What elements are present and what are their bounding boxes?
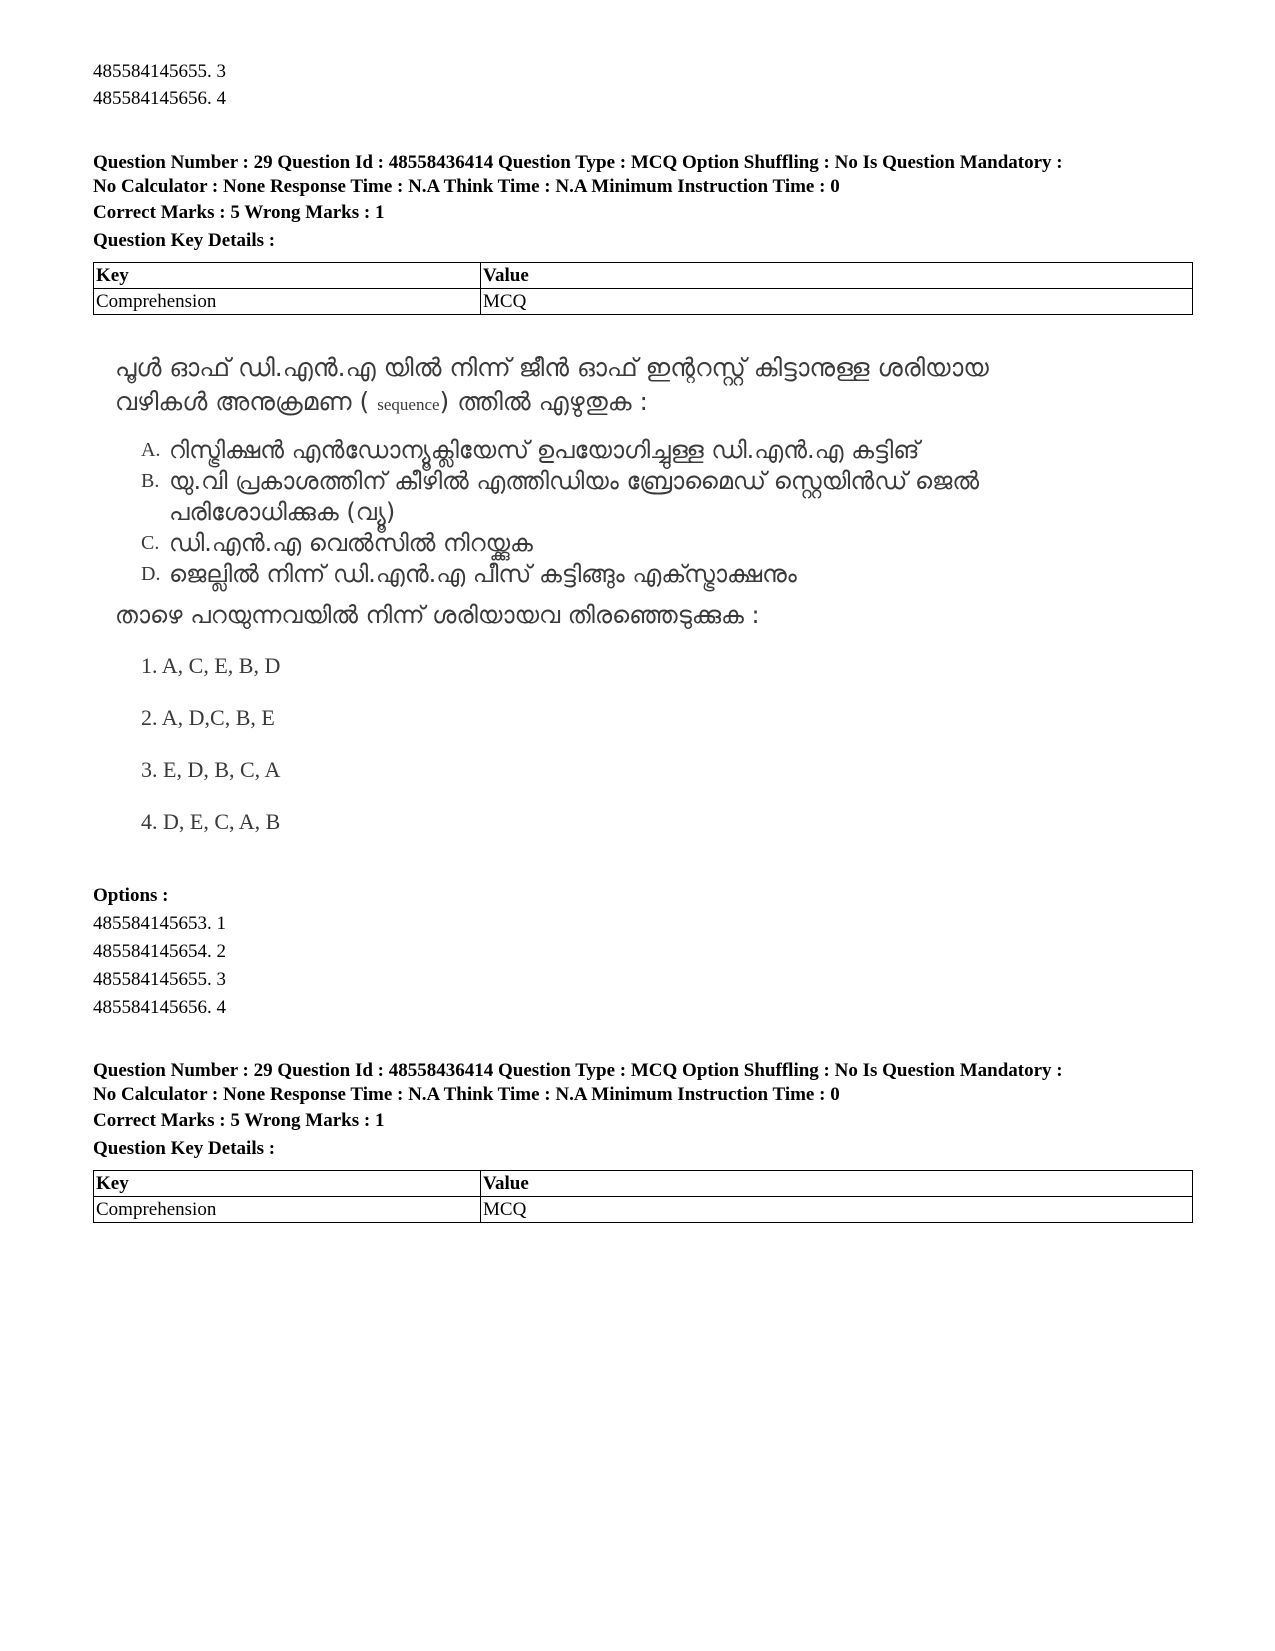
key-header: Key (94, 1171, 481, 1197)
value-cell: MCQ (481, 289, 1193, 315)
option-number: 3 (216, 969, 226, 990)
key-cell: Comprehension (94, 1197, 481, 1223)
table-row (94, 289, 1193, 315)
question-header (93, 151, 1203, 199)
statement-text: ജെല്ലിൽ നിന്ന് ഡി.എൻ.എ പീസ് കട്ടിങ്ങും എക്സ്ട്രാക്ഷനും (169, 560, 797, 588)
option-row: 485584145653. 1 (93, 913, 226, 934)
stem-line-2-pre: വഴികൾ അനുക്രമണ ( (115, 387, 370, 416)
statement-text: യു.വി പ്രകാശത്തിന് കീഴിൽ എത്തിഡിയം ബ്രോമൈഡ് സ്റ്റെയിൻഡ് ജെൽ പരിശോധിക്കുക (വ്യൂ) (169, 467, 980, 526)
option-id: 485584145655 (93, 969, 207, 990)
statement-letter: C. (141, 532, 160, 554)
option-number: 3 (216, 61, 226, 82)
value-header: Value (481, 263, 1193, 289)
option-number: 4 (216, 88, 226, 109)
option-id: 485584145653 (93, 913, 207, 934)
question-instruction: താഴെ പറയുന്നവയിൽ നിന്ന് ശരിയായവ തിരഞ്ഞെടുക്കുക : (115, 601, 760, 629)
statement-item (141, 559, 1101, 590)
options-label: Options : (93, 885, 169, 906)
prev-option-3: 485584145655. 3 (93, 61, 226, 82)
option-row: 485584145655. 3 (93, 969, 226, 990)
table-row (94, 1197, 1193, 1223)
option-id: 485584145656 (93, 88, 207, 109)
option-number: 2 (216, 941, 226, 962)
question-header-line-1: Question Number : 29 Question Id : 48558436414 Question Type : MCQ Option Shuffling : No Is Question Mandatory : (93, 1060, 1063, 1081)
table-header-row (94, 263, 1193, 289)
stem-line-2 (115, 385, 1095, 422)
statement-letter: A. (141, 439, 161, 461)
option-row: 485584145654. 2 (93, 941, 226, 962)
answer-choice: 4. D, E, C, A, B (141, 809, 281, 834)
key-details-table (93, 1170, 1193, 1223)
statement-letter: B. (141, 470, 160, 492)
answer-choice: 1. A, C, E, B, D (141, 653, 281, 678)
value-cell: MCQ (481, 1197, 1193, 1223)
option-id: 485584145654 (93, 941, 207, 962)
statement-item (141, 435, 1101, 466)
marks-line: Correct Marks : 5 Wrong Marks : 1 (93, 1110, 385, 1131)
key-cell: Comprehension (94, 289, 481, 315)
answer-choices (141, 653, 280, 861)
question-image (93, 347, 1113, 877)
prev-option-4: 485584145656. 4 (93, 88, 226, 109)
key-details-table (93, 262, 1193, 315)
option-row: 485584145656. 4 (93, 997, 226, 1018)
statement-item (141, 528, 1101, 559)
key-details-label: Question Key Details : (93, 1138, 276, 1159)
option-number: 1 (216, 913, 226, 934)
question-header-line-2: No Calculator : None Response Time : N.A Think Time : N.A Minimum Instruction Time : 0 (93, 176, 840, 197)
question-header-line-1: Question Number : 29 Question Id : 48558436414 Question Type : MCQ Option Shuffling : No Is Question Mandatory : (93, 152, 1063, 173)
statement-list (141, 435, 1101, 590)
key-header: Key (94, 263, 481, 289)
statement-text: റിസ്ട്രിക്ഷൻ എൻഡോന്യൂക്ലിയേസ് ഉപയോഗിച്ചുള്ള ഡി.എൻ.എ കട്ടിങ് (169, 436, 920, 464)
sequence-word: sequence (377, 395, 440, 414)
statement-text: ഡി.എൻ.എ വെൽസിൽ നിറയ്ക്കുക (169, 529, 533, 557)
statement-letter: D. (141, 563, 161, 585)
marks-line: Correct Marks : 5 Wrong Marks : 1 (93, 202, 385, 223)
question-header-line-2: No Calculator : None Response Time : N.A Think Time : N.A Minimum Instruction Time : 0 (93, 1084, 840, 1105)
question-header (93, 1059, 1203, 1107)
option-id: 485584145655 (93, 61, 207, 82)
question-stem (115, 351, 1095, 422)
option-number: 4 (216, 997, 226, 1018)
stem-line-1: പൂൾ ഓഫ് ഡി.എൻ.എ യിൽ നിന്ന് ജീൻ ഓഫ് ഇന്ററസ്റ്റ് കിട്ടാനുള്ള ശരിയായ (115, 353, 989, 382)
answer-choice: 2. A, D,C, B, E (141, 705, 275, 730)
option-id: 485584145656 (93, 997, 207, 1018)
answer-choice: 3. E, D, B, C, A (141, 757, 281, 782)
table-header-row (94, 1171, 1193, 1197)
key-details-label: Question Key Details : (93, 230, 276, 251)
value-header: Value (481, 1171, 1193, 1197)
statement-item (141, 466, 1101, 528)
stem-line-2-post: ) ത്തിൽ എഴുതുക : (439, 387, 648, 416)
